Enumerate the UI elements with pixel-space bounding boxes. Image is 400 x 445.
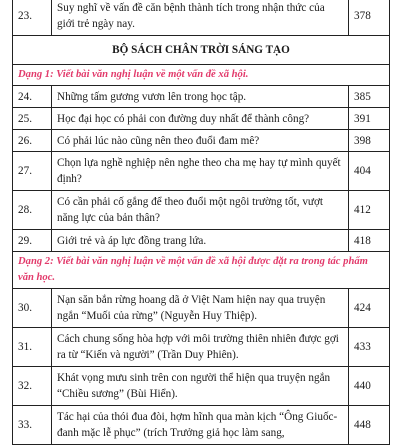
row-page: 385 (349, 86, 390, 108)
row-number: 29. (13, 230, 52, 252)
table-row (13, 108, 390, 130)
table-row (13, 152, 390, 191)
category-dang-1: Dạng 1: Viết bài văn nghị luận về một vấn đề xã hội. (13, 65, 390, 86)
row-title: Giới trẻ và áp lực đồng trang lứa. (52, 230, 349, 252)
table-row (13, 289, 390, 328)
row-page: 398 (349, 130, 390, 152)
row-number: 28. (13, 191, 52, 230)
category-row (13, 65, 390, 86)
row-title: Cách chung sống hòa hợp với môi trường thiên nhiên được gợi ra từ “Kiến và người” (Trần Duy Phiên). (52, 328, 349, 367)
row-title: Nạn săn bắn rừng hoang dã ở Việt Nam hiện nay qua truyện ngắn “Muối của rừng” (Nguyễn Huy Thiệp). (52, 289, 349, 328)
row-title: Những tấm gương vươn lên trong học tập. (52, 86, 349, 108)
table-row (13, 86, 390, 108)
row-title: Tác hại của thói đua đòi, hợm hĩnh qua màn kịch “Ông Giuốc-đanh mặc lễ phục” (trích Trưởng giả học làm sang, (52, 406, 349, 445)
row-number: 33. (13, 406, 52, 445)
row-number: 23. (13, 0, 52, 36)
row-title: Có phải lúc nào cũng nên theo đuổi đam mê? (52, 130, 349, 152)
row-title: Suy nghĩ về vấn đề căn bệnh thành tích trong nhận thức của giới trẻ ngày nay. (52, 0, 349, 36)
row-number: 24. (13, 86, 52, 108)
row-number: 30. (13, 289, 52, 328)
category-row (13, 252, 390, 289)
row-page: 378 (349, 0, 390, 36)
row-page: 418 (349, 230, 390, 252)
row-title: Có cần phải cố gắng để theo đuổi một ngôi trường tốt, vượt năng lực của bản thân? (52, 191, 349, 230)
row-page: 448 (349, 406, 390, 445)
row-title: Chọn lựa nghề nghiệp nên nghe theo cha mẹ hay tự mình quyết định? (52, 152, 349, 191)
row-number: 31. (13, 328, 52, 367)
table-row (13, 406, 390, 445)
table-of-contents (12, 0, 390, 445)
table-row (13, 328, 390, 367)
row-page: 404 (349, 152, 390, 191)
row-page: 412 (349, 191, 390, 230)
row-page: 440 (349, 367, 390, 406)
category-dang-2: Dạng 2: Viết bài văn nghị luận về một vấn đề xã hội được đặt ra trong tác phẩm văn học. (13, 252, 390, 289)
row-number: 26. (13, 130, 52, 152)
table-row (13, 230, 390, 252)
row-title: Khát vọng mưu sinh trên con người thể hiện qua truyện ngắn “Chiều sương” (Bùi Hiển). (52, 367, 349, 406)
table-row (13, 367, 390, 406)
section-header-row (13, 36, 390, 65)
row-page: 433 (349, 328, 390, 367)
row-number: 32. (13, 367, 52, 406)
row-number: 27. (13, 152, 52, 191)
row-title: Học đại học có phải con đường duy nhất để thành công? (52, 108, 349, 130)
table-row (13, 130, 390, 152)
table-row (13, 191, 390, 230)
row-page: 391 (349, 108, 390, 130)
row-number: 25. (13, 108, 52, 130)
table-row (13, 0, 390, 36)
section-title: BỘ SÁCH CHÂN TRỜI SÁNG TẠO (13, 36, 390, 65)
row-page: 424 (349, 289, 390, 328)
